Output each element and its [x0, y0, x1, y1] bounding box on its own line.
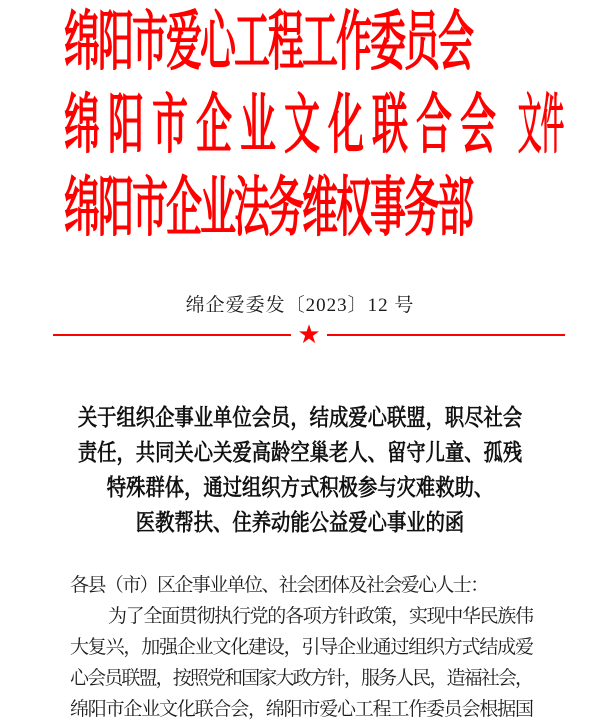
star-icon: ★	[297, 320, 321, 350]
document-number: 绵企爱委发〔2023〕12 号	[185, 295, 415, 316]
letterhead-doc-word: 文件	[518, 88, 564, 161]
letterhead-org-2	[64, 88, 588, 161]
letterhead-org-1: 绵阳市爱心工程工作委员会	[64, 5, 473, 78]
title-line-2: 责任，共同关心关爱高龄空巢老人、留守儿童、孤残	[77, 440, 523, 465]
document-body	[0, 570, 600, 725]
letterhead-line-3	[64, 166, 600, 249]
title-line-1: 关于组织企事业单位会员，结成爱心联盟，职尽社会	[77, 405, 523, 430]
title-line-3: 特殊群体，通过组织方式积极参与灾难救助、	[106, 475, 494, 500]
letterhead-line-2	[64, 83, 600, 166]
body-line: 为了全面贯彻执行党的各项方针政策，实现中华民族伟	[108, 606, 532, 627]
body-line: 大复兴，加强企业文化建设，引导企业通过组织方式结成爱	[70, 637, 532, 658]
divider-line-right	[327, 334, 565, 337]
document-letterhead	[0, 0, 600, 249]
salutation: 各县（市）区企事业单位、社会团体及社会爱心人士：	[70, 575, 488, 596]
document-title	[0, 400, 600, 540]
body-line: 心会员联盟，按照党和国家大政方针，服务人民，造福社会，	[70, 668, 532, 689]
body-line: 绵阳市企业文化联合会，绵阳市爱心工程工作委员会根据国	[70, 699, 532, 720]
divider-line-left	[53, 334, 291, 337]
letterhead-line-1	[64, 0, 600, 83]
letterhead-org-3: 绵阳市企业法务维权事务部	[64, 171, 473, 244]
title-line-4: 医教帮扶、住养动能公益爱心事业的函	[135, 510, 465, 535]
letterhead-org-2-name: 绵阳市企业文化联合会	[64, 88, 505, 161]
red-divider	[53, 320, 565, 350]
